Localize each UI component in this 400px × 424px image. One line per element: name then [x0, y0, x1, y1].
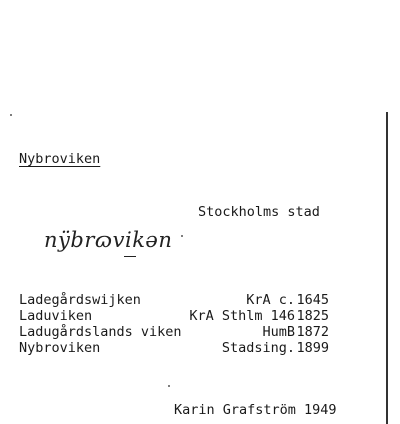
attestation-name: Laduviken	[19, 308, 93, 324]
attestation-row	[19, 340, 339, 356]
attestation-name: Ladugårdslands viken	[19, 324, 182, 340]
phonetic-underline-mark	[124, 256, 136, 257]
paper-speck	[168, 385, 170, 387]
paper-speck	[10, 114, 12, 116]
card-edge-rule	[386, 112, 388, 424]
attestation-year: 1872	[296, 324, 329, 340]
phonetic-transcription: nÿbrɷvikən	[44, 228, 173, 252]
attestation-name: Nybroviken	[19, 340, 101, 356]
attestation-source: KrA c.	[246, 292, 295, 308]
attestation-source: HumB	[262, 324, 295, 340]
attestation-name: Ladegårdswijken	[19, 292, 141, 308]
headword: Nybroviken	[19, 151, 101, 167]
place-name: Stockholms stad	[198, 204, 320, 220]
paper-speck	[181, 235, 183, 237]
attestation-source: Stadsing.	[221, 340, 295, 356]
attestation-list	[19, 292, 339, 356]
attestation-row	[19, 292, 339, 308]
attestation-year: 1899	[296, 340, 329, 356]
attestation-row	[19, 308, 339, 324]
attestation-row	[19, 324, 339, 340]
attestation-year: 1825	[296, 308, 329, 324]
signature: Karin Grafström 1949	[174, 402, 337, 418]
attestation-year: 1645	[296, 292, 329, 308]
attestation-source: KrA Sthlm 146	[189, 308, 295, 324]
